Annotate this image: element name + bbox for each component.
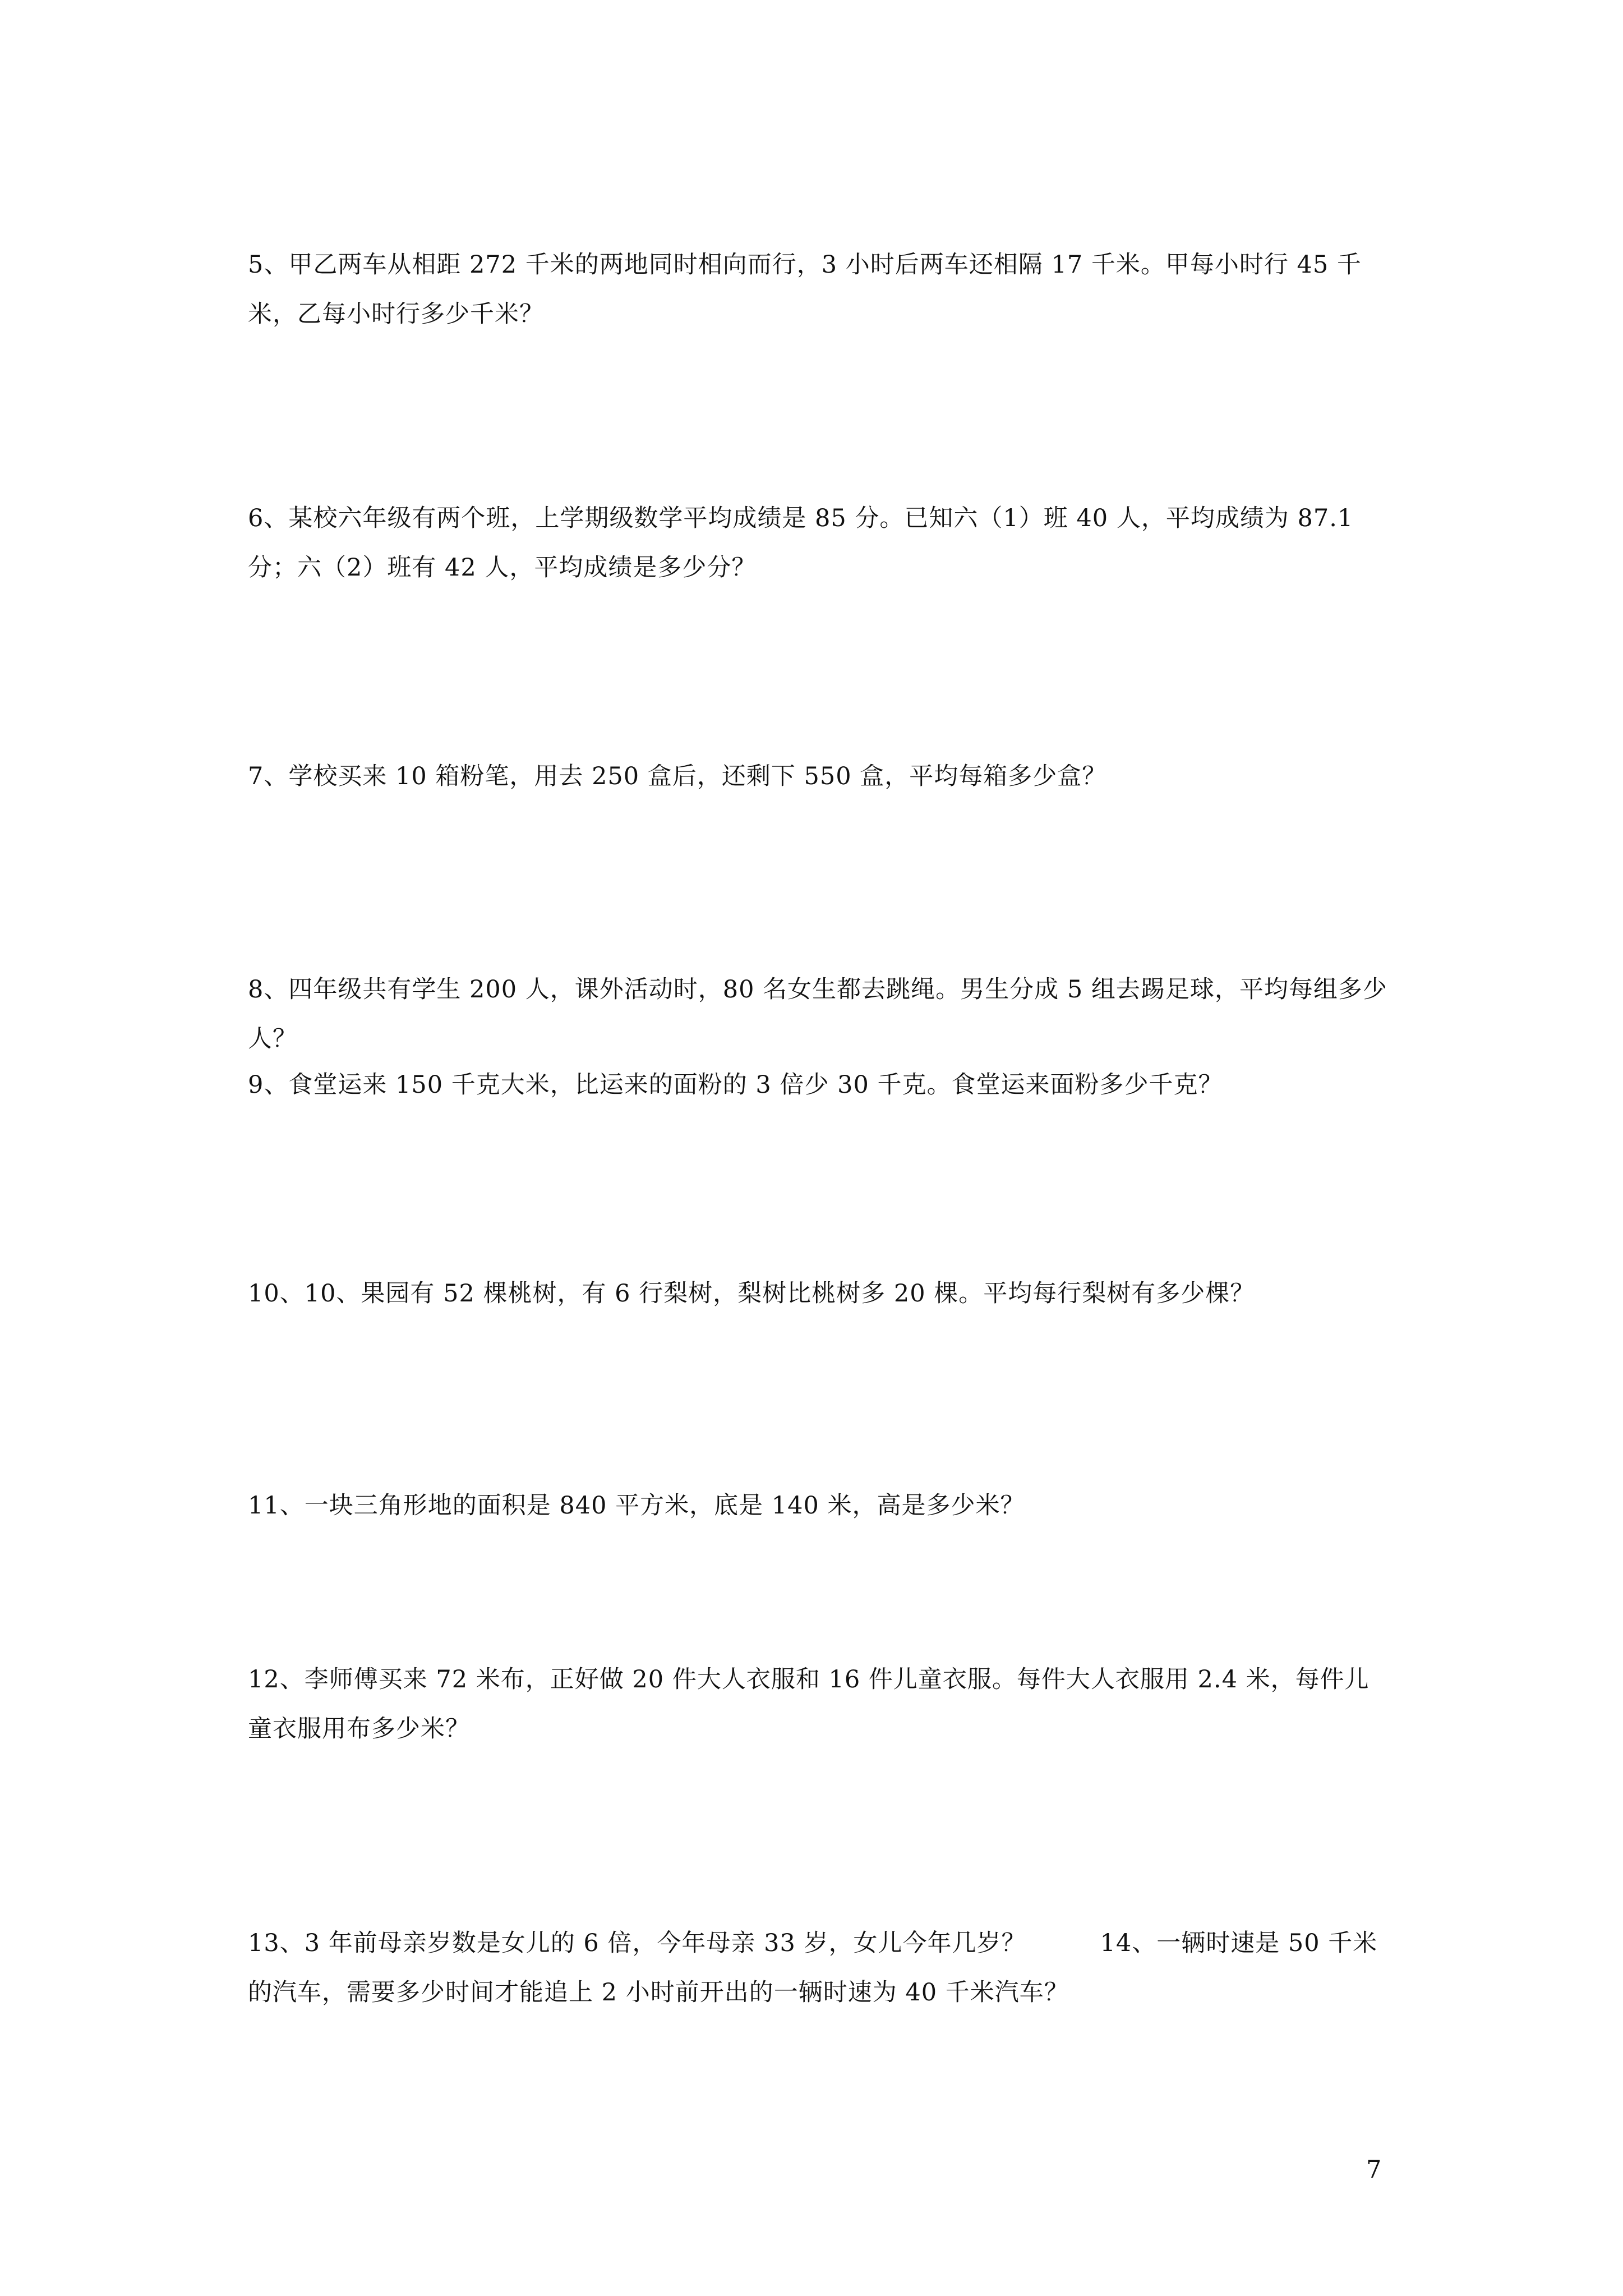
question-8: 8、四年级共有学生 200 人，课外活动时，80 名女生都去跳绳。男生分成 5 组去踢足球，平均每组多少人？ (248, 976, 1387, 1053)
question-10: 10、10、果园有 52 棵桃树，有 6 行梨树，梨树比桃树多 20 棵。平均每行梨树有多少棵？ (248, 1280, 1255, 1308)
question-7: 7、学校买来 10 箱粉笔，用去 250 盒后，还剩下 550 盒，平均每箱多少盒？ (248, 762, 1107, 790)
page-number: 7 (1366, 2156, 1382, 2184)
question-12: 12、李师傅买来 72 米布，正好做 20 件大人衣服和 16 件儿童衣服。每件大人衣服用 2.4 米，每件儿童衣服用布多少米？ (248, 1665, 1370, 1743)
question-13-14: 13、3 年前母亲岁数是女儿的 6 倍，今年母亲 33 岁，女儿今年几岁？ 14、一辆时速是 50 千米的汽车，需要多少时间才能追上 2 小时前开出的一辆时速为 40 千米汽车？ (248, 1929, 1378, 2007)
question-6: 6、某校六年级有两个班，上学期级数学平均成绩是 85 分。已知六（1）班 40 人，平均成绩为 87.1 分；六（2）班有 42 人，平均成绩是多少分？ (248, 504, 1354, 582)
question-5: 5、甲乙两车从相距 272 千米的两地同时相向而行，3 小时后两车还相隔 17 千米。甲每小时行 45 千米，乙每小时行多少千米？ (248, 251, 1362, 328)
question-11: 11、一块三角形地的面积是 840 平方米，底是 140 米，高是多少米？ (248, 1492, 1025, 1520)
question-9: 9、食堂运来 150 千克大米，比运来的面粉的 3 倍少 30 千克。食堂运来面粉多少千克？ (248, 1071, 1223, 1099)
